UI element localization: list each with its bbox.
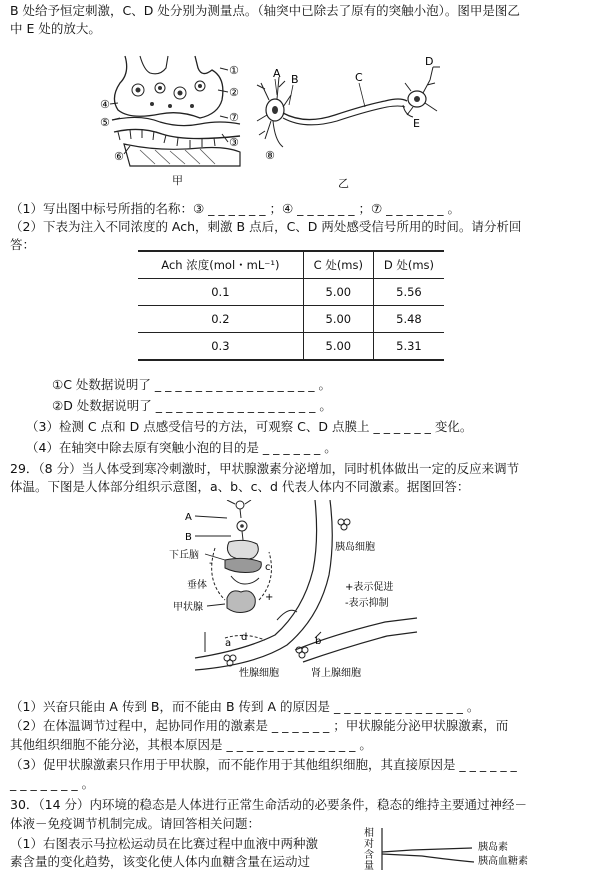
question-line: ①C 处数据说明了 _ _ _ _ _ _ _ _ _ _ _ _ _ _ _ _ 。: [52, 377, 331, 392]
hormone-trend-figure: [362, 826, 592, 870]
question-line: _ _ _ _ _ _ _ 。: [10, 776, 95, 791]
question-line: （1）写出图中标号所指的名称：③ _ _ _ _ _ _ ；④ _ _ _ _ _ _ ；⑦ _ _ _ _ _ _ 。: [10, 201, 461, 216]
legend-inhibit: -表示抑制: [345, 598, 389, 609]
minus-sign: -: [209, 558, 213, 569]
pituitary-label: 垂体: [187, 580, 207, 591]
callout-label: ④: [100, 98, 110, 111]
figure-caption-yi: 乙: [338, 177, 349, 190]
table-row: 0.2 5.00 5.48: [138, 306, 444, 333]
question-line: 答：: [10, 237, 36, 252]
question-line: （3）检测 C 点和 D 点感受信号的方法，可观察 C、D 点膜上 _ _ _ _ _ _ 变化。: [26, 419, 473, 434]
series-label-glucagon: 胰高血糖素: [478, 856, 528, 867]
y-axis-label-char: 对: [364, 839, 374, 850]
callout-label: ⑦: [229, 111, 239, 124]
table-header: D 处(ms): [373, 251, 444, 279]
question-line: （2）在体温调节过程中，起协同作用的激素是 _ _ _ _ _ _ ；甲状腺能分泌甲状腺激素，而: [10, 718, 509, 733]
label-a-top: A: [185, 512, 192, 523]
gonad-label: 性腺细胞: [239, 668, 279, 679]
legend-promote: +表示促进: [345, 582, 394, 593]
callout-label: ③: [229, 136, 239, 149]
hormone-letter-a: a: [225, 638, 232, 649]
hormone-letter-c: c: [265, 562, 271, 573]
point-label-8: ⑧: [265, 149, 275, 162]
table-row: 0.1 5.00 5.56: [138, 279, 444, 306]
thyroid-label: 甲状腺: [173, 602, 203, 613]
question-line: 其他组织细胞不能分泌，其根本原因是 _ _ _ _ _ _ _ _ _ _ _ _ _ 。: [10, 737, 372, 752]
callout-label: ②: [229, 86, 239, 99]
adrenal-label: 肾上腺细胞: [311, 668, 361, 679]
question-line: （2）下表为注入不同浓度的 Ach，刺激 B 点后，C、D 两处感受信号所用的时间。请分析回: [10, 219, 522, 234]
problem-30-stem: 体液－免疫调节机制完成。请回答相关问题：: [10, 816, 261, 831]
table-header: Ach 浓度(mol・mL⁻¹): [138, 251, 303, 279]
hormone-letter-d: d: [241, 632, 248, 643]
point-label-A: A: [273, 67, 281, 80]
plus-sign: +: [265, 592, 274, 603]
text-line: B 处给予恒定刺激，C、D 处分别为测量点。（轴突中已除去了原有的突触小泡）。图甲是图乙: [10, 3, 520, 18]
problem-29-stem: 体温。下图是人体部分组织示意图，a、b、c、d 代表人体内不同激素。据图回答：: [10, 479, 470, 494]
point-label-C: C: [355, 71, 363, 84]
islet-cell-label: 胰岛细胞: [335, 542, 375, 553]
problem-30-stem: 30．（14 分）内环境的稳态是人体进行正常生命活动的必要条件，稳态的维持主要通过神经－: [10, 797, 528, 812]
neuron-figure-yi: [255, 55, 440, 165]
label-b-top: B: [185, 532, 192, 543]
question-line: （3）促甲状腺激素只作用于甲状腺，而不能作用于其他组织细胞，其直接原因是 _ _ _ _ _ _: [10, 757, 517, 772]
point-label-D: D: [425, 55, 434, 68]
y-axis-label-char: 相: [364, 828, 374, 839]
callout-label: ①: [229, 64, 239, 77]
question-line: （4）在轴突中除去原有突触小泡的目的是 _ _ _ _ _ _ 。: [26, 440, 337, 455]
problem-29-stem: 29．（8 分）当人体受到寒冷刺激时，甲状腺激素分泌增加，同时机体做出一定的反应来调节: [10, 461, 520, 476]
question-line: 素含量的变化趋势，该变化使人体内血糖含量在运动过: [10, 854, 311, 869]
synapse-figure-jia: [100, 48, 250, 168]
y-axis-label-char: 量: [364, 861, 374, 870]
text-line: 中 E 处的放大。: [10, 21, 101, 36]
question-line: （1）兴奋只能由 A 传到 B，而不能由 B 传到 A 的原因是 _ _ _ _ _ _ _ _ _ _ _ _ _ 。: [10, 699, 480, 714]
hormone-regulation-figure: [165, 500, 425, 690]
hypothalamus-label: 下丘脑: [169, 550, 199, 561]
series-label-insulin: 胰岛素: [478, 842, 508, 853]
point-label-E: E: [413, 117, 420, 130]
point-label-B: B: [291, 73, 299, 86]
table-header: C 处(ms): [303, 251, 373, 279]
question-line: ②D 处数据说明了 _ _ _ _ _ _ _ _ _ _ _ _ _ _ _ _ 。: [52, 398, 332, 413]
figure-caption-jia: 甲: [172, 174, 183, 187]
y-axis-label-char: 含: [364, 850, 374, 861]
table-row: 0.3 5.00 5.31: [138, 333, 444, 361]
data-table: [138, 250, 444, 361]
callout-label: ⑤: [100, 116, 110, 129]
hormone-letter-b: b: [315, 636, 322, 647]
callout-label: ⑥: [114, 150, 124, 163]
question-line: （1）右图表示马拉松运动员在比赛过程中血液中两种激: [10, 836, 318, 851]
